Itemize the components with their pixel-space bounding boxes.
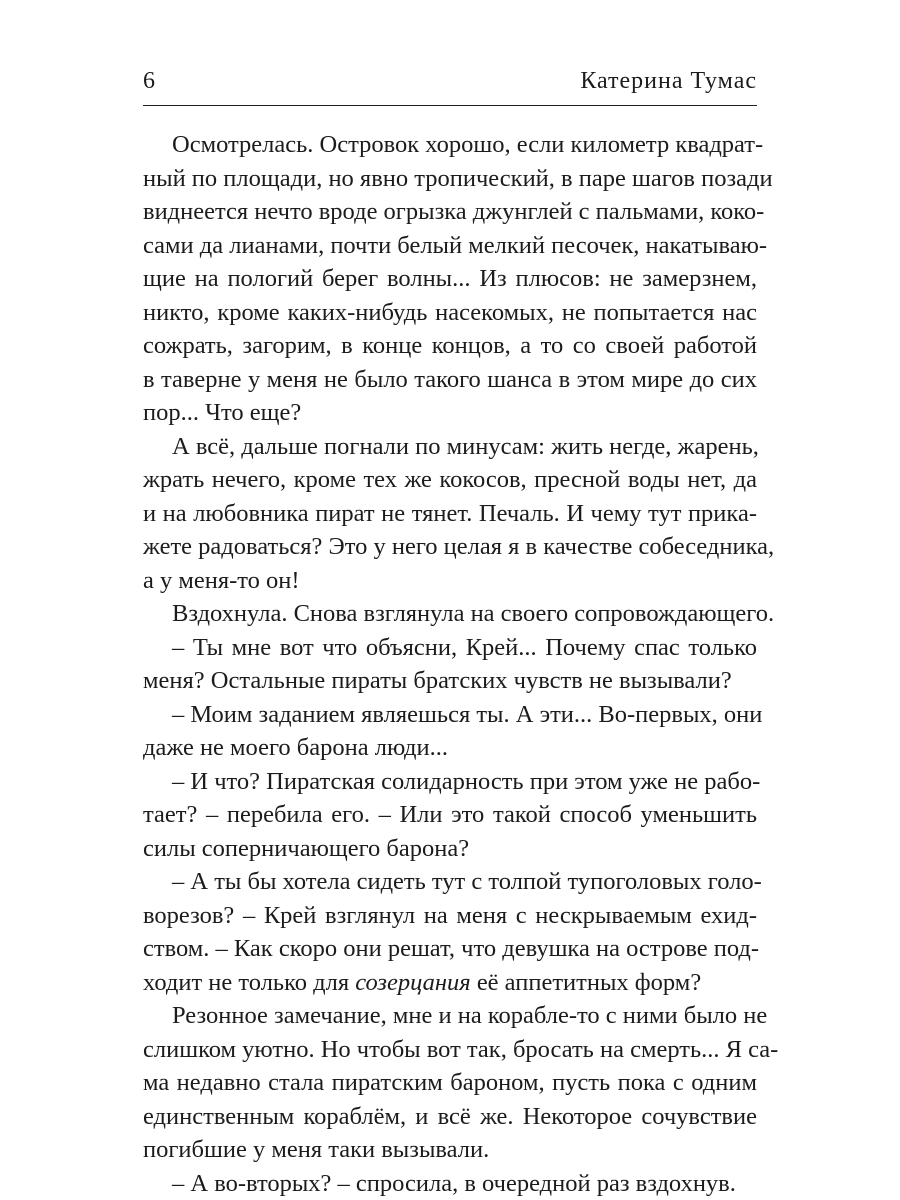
text-line: – Ты мне вот что объясни, Крей... Почему спас только: [172, 633, 757, 661]
text-line: щие на пологий берег волны... Из плюсов: не замерзнем,: [143, 265, 757, 292]
text-line: слишком уютно. Но чтобы вот так, бросать на смерть... Я са-: [143, 1035, 779, 1063]
paragraph: [143, 597, 775, 631]
text-line: в таверне у меня не было такого шанса в этом мире до сих: [143, 365, 757, 393]
paragraph: [143, 631, 757, 698]
text-line: виднеется нечто вроде огрызка джунглей с пальмами, коко-: [143, 198, 765, 225]
body-text: [143, 128, 779, 1200]
paragraph: [143, 999, 779, 1167]
text-line: тает? – перебила его. – Или это такой способ уменьшить: [143, 801, 757, 828]
running-head: [143, 66, 757, 102]
text-line: даже не моего барона люди...: [143, 734, 448, 761]
paragraph: [143, 765, 761, 866]
paragraph: [143, 1167, 757, 1200]
text-line: сами да лианами, почти белый мелкий песочек, накатываю-: [143, 231, 768, 259]
italic-emphasis: созерцания: [355, 968, 471, 996]
text-line: ством. – Как скоро они решат, что девушка на острове под-: [143, 935, 760, 962]
text-line: ный по площади, но явно тропический, в паре шагов позади: [143, 164, 773, 192]
text-line: Осмотрелась. Островок хорошо, если километр квадрат-: [172, 131, 764, 158]
text-line: – А ты бы хотела сидеть тут с толпой тупоголовых голо-: [172, 868, 762, 895]
text-line: силы соперничающего барона?: [143, 834, 470, 862]
text-line: [143, 966, 757, 1000]
text-line: – И что? Пиратская солидарность при этом уже не рабо-: [172, 767, 761, 795]
text-line: единственным кораблём, и всё же. Некоторое сочувствие: [143, 1102, 757, 1130]
text-line: ма недавно стала пиратским бароном, пусть пока с одним: [143, 1069, 757, 1096]
text-line: сожрать, загорим, в конце концов, а то со своей работой: [143, 332, 757, 359]
text-fragment: ходит не только для: [143, 968, 356, 996]
paragraph: [143, 698, 763, 765]
paragraph: [143, 865, 762, 999]
text-line: – А во-вторых? – спросила, в очередной раз вздохнув.: [172, 1169, 736, 1197]
page-number: 6: [143, 68, 155, 94]
paragraph: [143, 128, 773, 430]
text-line: ворезов? – Крей взглянул на меня с нескрываемым ехид-: [143, 901, 757, 929]
text-line: – Моим заданием являешься ты. А эти... Во-первых, они: [172, 700, 763, 728]
text-line: жрать нечего, кроме тех же кокосов, пресной воды нет, да: [143, 466, 757, 493]
text-line: пор... Что еще?: [143, 399, 302, 426]
text-line: меня? Остальные пираты братских чувств не вызывали?: [143, 667, 732, 694]
text-line: никто, кроме каких-нибудь насекомых, не попытается нас: [143, 298, 757, 326]
text-line: и на любовника пират не тянет. Печаль. И чему тут прика-: [143, 499, 757, 527]
paragraph: [143, 430, 775, 598]
header-divider: [143, 105, 757, 106]
text-line: а у меня-то он!: [143, 566, 300, 594]
running-head-author: Катерина Тумас: [580, 68, 757, 94]
text-line: жете радоваться? Это у него целая я в качестве собеседника,: [143, 533, 775, 560]
text-line: Резонное замечание, мне и на корабле-то с ними было не: [172, 1002, 768, 1029]
text-line: погибшие у меня таки вызывали.: [143, 1136, 490, 1163]
text-line: А всё, дальше погнали по минусам: жить негде, жарень,: [172, 432, 759, 460]
text-line: Вздохнула. Снова взглянула на своего сопровождающего.: [172, 600, 775, 627]
text-fragment: её аппетитных форм?: [470, 968, 702, 996]
